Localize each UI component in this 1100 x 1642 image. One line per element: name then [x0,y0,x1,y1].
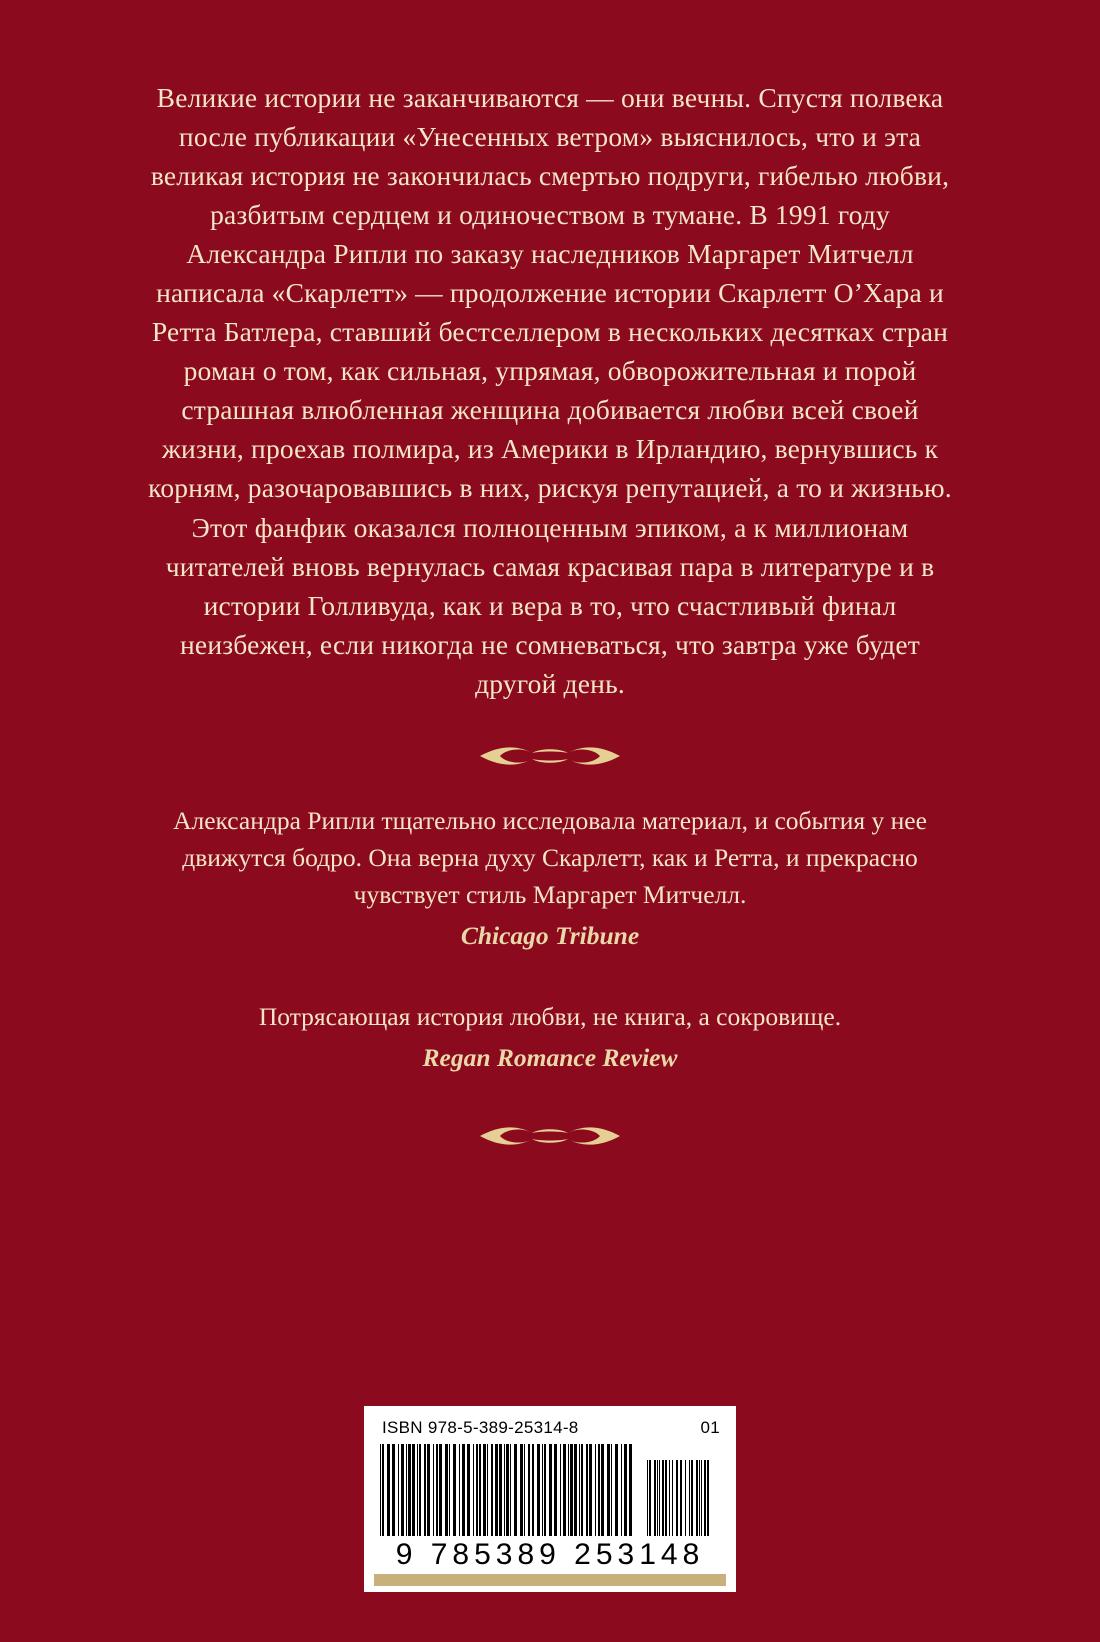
barcode-footer-bar [374,1574,726,1586]
review-text: Александра Рипли тщательно исследовала материал, и события у нее движутся бодро. Она верна духу Скарлетт, как и Ретта, и прекрасно чувствует стиль Маргарет Митчелл. [173,805,927,909]
ornament-divider-top [470,743,630,769]
barcode-digits: 9 785389 253148 [395,1538,705,1571]
ornament-flourish-icon [470,1123,630,1149]
blurb-paragraph: Великие истории не заканчиваются — они вечны. Спустя полвека после публикации «Унесенных ветром» выяснилось, что и эта великая история не закончилась смертью подруги, гибелью любви, разбитым сердцем и одиночеством в тумане. В 1991 году Александра Рипли по заказу наследников Маргарет Митчелл написала «Скарлетт» — продолжение истории Скарлетт О’Хара и Ретта Батлера, ставший бестселлером в нескольких десятках стран роман о том, как сильная, упрямая, обворожительная и порой страшная влюбленная женщина добивается любви всей своей жизни, проехав полмира, из Америки в Ирландию, вернувшись к корням, разочаровавшись в них, рискуя репутацией, а то и жизнью. Этот фанфик оказался полноценным эпиком, а к миллионам читателей вновь вернулась самая красивая пара в литературе и в истории Голливуда, как и вера в то, что счастливый финал неизбежен, если никогда не сомневаться, что завтра уже будет другой день. [148,82,952,699]
review-source: Regan Romance Review [422,1042,678,1072]
blurb-text-block [140,78,960,703]
barcode-block [364,1406,736,1592]
review-quote-1 [160,803,940,955]
barcode-bars-main [380,1444,635,1536]
review-text: Потрясающая история любви, не книга, а сокровище. [258,1001,842,1031]
ornament-divider-bottom [470,1123,630,1149]
barcode-header [374,1416,726,1444]
review-source: Chicago Tribune [460,920,640,950]
review-quote-2 [160,999,940,1077]
barcode-addon-label: 01 [700,1418,720,1437]
barcode-bars-row [374,1444,726,1536]
isbn-label: ISBN 978-5-389-25314-8 [382,1418,579,1437]
barcode-bars-addon [647,1460,711,1536]
ornament-flourish-icon [470,743,630,769]
